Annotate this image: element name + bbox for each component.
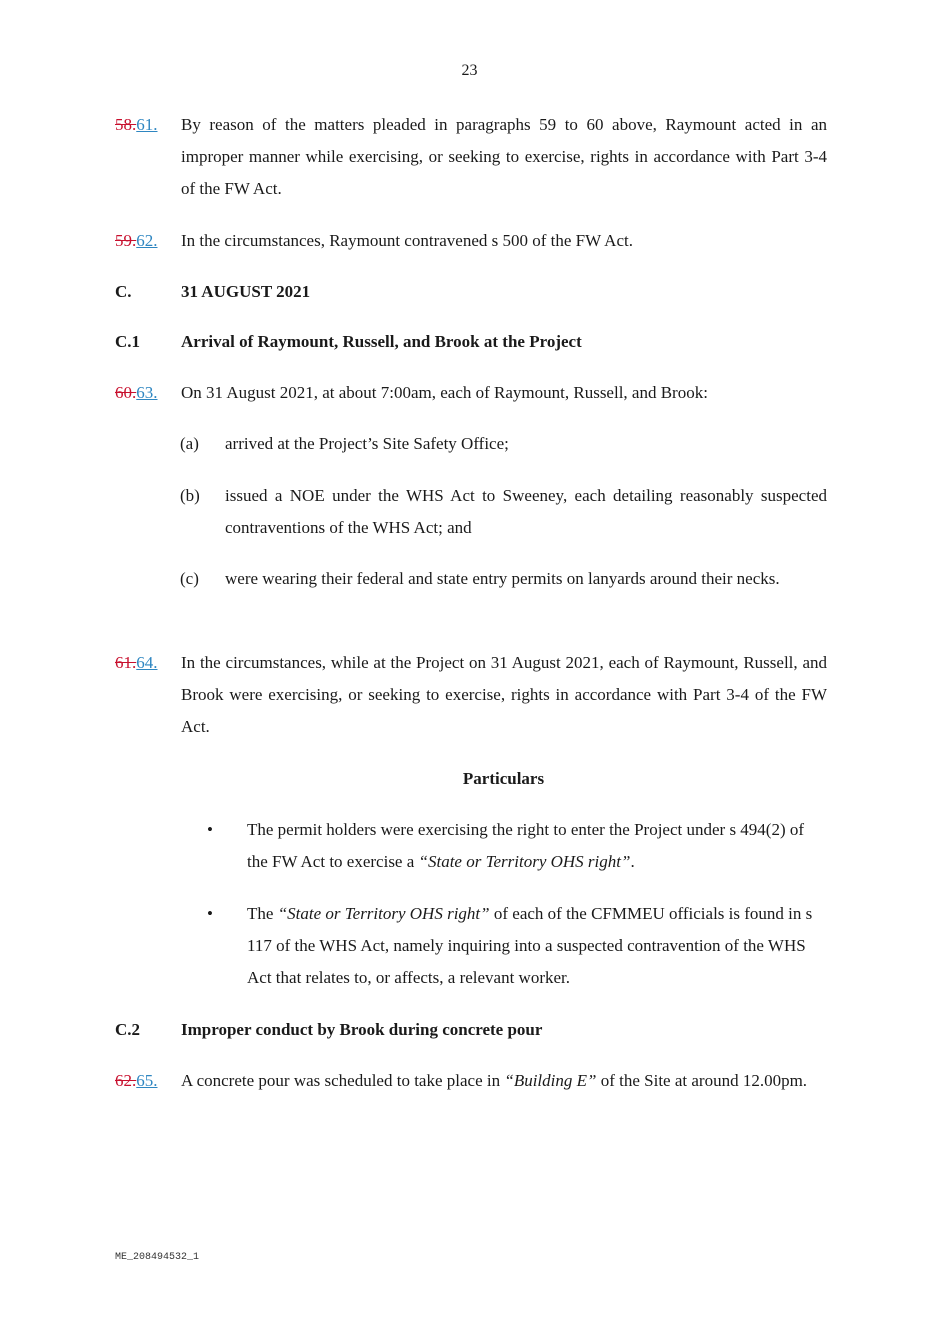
bullet-text	[247, 898, 827, 994]
particulars-bullet-1	[207, 814, 827, 878]
paragraph-number	[115, 1065, 181, 1097]
bullet-text-italic: “State or Territory OHS right”	[418, 852, 631, 871]
subparagraph-text: arrived at the Project’s Site Safety Office;	[225, 434, 509, 453]
subparagraph-label: (a)	[180, 434, 199, 453]
document-reference: ME_208494532_1	[115, 1252, 200, 1263]
paragraph-64	[115, 647, 827, 743]
inserted-number: 61.	[136, 115, 158, 134]
heading-number: C.1	[115, 332, 141, 351]
paragraph-number	[115, 377, 181, 409]
bullet-text-part: The	[247, 904, 278, 923]
deleted-number: 61.	[115, 653, 137, 672]
subparagraph-c	[180, 563, 827, 595]
paragraph-text-part: of the Site at around 12.00pm.	[596, 1071, 808, 1090]
bullet-text	[247, 814, 827, 878]
inserted-number: 62.	[136, 231, 158, 250]
section-heading-c1	[115, 326, 582, 358]
deleted-number: 62.	[115, 1071, 137, 1090]
deleted-number: 59.	[115, 231, 137, 250]
page-number: 23	[461, 62, 478, 79]
bullet-text-part: The permit holders were exercising the right to enter the Project under s 494(2) of the FW Act to exercise a	[247, 820, 805, 871]
deleted-number: 60.	[115, 383, 137, 402]
bullet-icon: •	[207, 904, 213, 923]
inserted-number: 63.	[136, 383, 158, 402]
subparagraph-label: (b)	[180, 486, 200, 505]
paragraph-text-part: A concrete pour was scheduled to take place in	[181, 1071, 505, 1090]
subparagraph-label: (c)	[180, 569, 199, 588]
bullet-icon: •	[207, 820, 213, 839]
bullet-text-part: .	[630, 852, 635, 871]
paragraph-number	[115, 225, 181, 257]
bullet-text-part: of each of the CFMMEU officials is found in s 117 of the WHS Act, namely inquiring into a suspected contravention of the WHS Act that relates to, or affects, a relevant worker.	[247, 904, 813, 987]
heading-text: Arrival of Raymount, Russell, and Brook at the Project	[181, 332, 582, 351]
paragraph-text: On 31 August 2021, at about 7:00am, each of Raymount, Russell, and Brook:	[181, 383, 708, 402]
paragraph-63	[115, 377, 827, 409]
subparagraph-b	[180, 480, 827, 544]
subparagraph-text: issued a NOE under the WHS Act to Sweeney, each detailing reasonably suspected contraventions of the WHS Act; and	[225, 486, 827, 537]
paragraph-62	[115, 225, 827, 257]
paragraph-61	[115, 109, 827, 205]
paragraph-number	[115, 109, 181, 141]
paragraph-text: In the circumstances, while at the Project on 31 August 2021, each of Raymount, Russell, and Brook were exercising, or seeking to exercise, rights in accordance with Part 3-4 of the FW Act.	[181, 653, 827, 736]
heading-number: C.	[115, 282, 132, 301]
paragraph-text-italic: “Building E”	[504, 1071, 597, 1090]
heading-text: 31 AUGUST 2021	[181, 282, 311, 301]
subparagraph-a	[180, 428, 827, 460]
paragraph-text: By reason of the matters pleaded in paragraphs 59 to 60 above, Raymount acted in an improper manner while exercising, or seeking to exercise, rights in accordance with Part 3-4 of the FW Act.	[181, 115, 827, 198]
particulars-bullet-2	[207, 898, 827, 994]
paragraph-text	[181, 1065, 827, 1097]
heading-text: Improper conduct by Brook during concrete pour	[181, 1020, 543, 1039]
paragraph-65	[115, 1065, 827, 1097]
paragraph-number	[115, 647, 181, 679]
heading-number: C.2	[115, 1020, 141, 1039]
bullet-text-italic: “State or Territory OHS right”	[277, 904, 490, 923]
deleted-number: 58.	[115, 115, 137, 134]
section-heading-c	[115, 276, 310, 308]
particulars-title: Particulars	[462, 769, 545, 788]
inserted-number: 65.	[136, 1071, 158, 1090]
paragraph-text: In the circumstances, Raymount contravened s 500 of the FW Act.	[181, 231, 633, 250]
inserted-number: 64.	[136, 653, 158, 672]
section-heading-c2	[115, 1014, 542, 1046]
subparagraph-text: were wearing their federal and state entry permits on lanyards around their necks.	[225, 569, 780, 588]
